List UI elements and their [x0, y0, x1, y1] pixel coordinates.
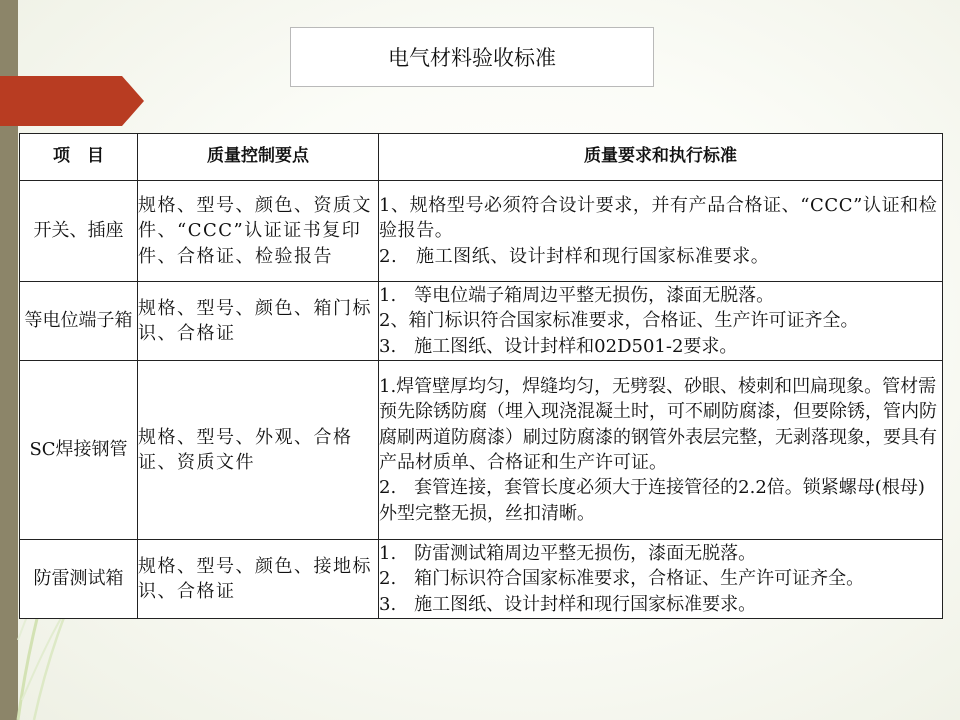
- control-points-cell: 规格、型号、颜色、箱门标识、合格证: [138, 282, 379, 361]
- standard-line: 2. 套管连接，套管长度必须大于连接管径的2.2倍。锁紧螺母(根母)外型完整无损，丝扣清晰。: [379, 477, 925, 524]
- table-row: [20, 361, 943, 540]
- title-box: [290, 27, 654, 87]
- table-row: [20, 540, 943, 619]
- header-standards: 质量要求和执行标准: [379, 134, 943, 181]
- standards-cell: [379, 181, 943, 282]
- standard-line: 2、箱门标识符合国家标准要求，合格证、生产许可证齐全。: [379, 310, 859, 332]
- standard-line: 1.焊管壁厚均匀，焊缝均匀，无劈裂、砂眼、棱刺和凹扁现象。管材需预先除锈防腐（埋入现浇混凝土时，可不刷防腐漆，但要除锈，管内防腐刷两道防腐漆）刷过防腐漆的钢管外表层完整，无剥落现象，要具有产品材质单、合格证和生产许可证。: [379, 375, 937, 473]
- table-row: [20, 181, 943, 282]
- control-points-cell: 规格、型号、颜色、接地标识、合格证: [138, 540, 379, 619]
- standards-cell: [379, 361, 943, 540]
- acceptance-standards-table: [19, 133, 943, 619]
- item-cell: SC焊接钢管: [20, 361, 138, 540]
- standards-cell: [379, 540, 943, 619]
- header-control-points: 质量控制要点: [138, 134, 379, 181]
- item-cell: 开关、插座: [20, 181, 138, 282]
- standard-line: 2. 箱门标识符合国家标准要求，合格证、生产许可证齐全。: [379, 568, 865, 590]
- table-header-row: [20, 134, 943, 181]
- table-row: [20, 282, 943, 361]
- slide-title: 电气材料验收标准: [388, 46, 556, 70]
- standard-line: 1、规格型号必须符合设计要求，并有产品合格证、“CCC”认证和检验报告。: [379, 194, 938, 242]
- title-arrow-tab: [0, 76, 144, 126]
- header-item: 项 目: [20, 134, 138, 181]
- standards-cell: [379, 282, 943, 361]
- standard-line: 3. 施工图纸、设计封样和02D501-2要求。: [379, 335, 738, 357]
- standard-line: 2. 施工图纸、设计封样和现行国家标准要求。: [379, 245, 770, 267]
- standard-line: 1. 防雷测试箱周边平整无损伤，漆面无脱落。: [379, 542, 757, 564]
- item-cell: 防雷测试箱: [20, 540, 138, 619]
- standard-line: 1. 等电位端子箱周边平整无损伤，漆面无脱落。: [379, 284, 775, 306]
- item-cell: 等电位端子箱: [20, 282, 138, 361]
- control-points-cell: 规格、型号、外观、合格证、资质文件: [138, 361, 379, 540]
- standard-line: 3. 施工图纸、设计封样和现行国家标准要求。: [379, 593, 757, 615]
- control-points-cell: 规格、型号、颜色、资质文件、“CCC”认证证书复印件、合格证、检验报告: [138, 181, 379, 282]
